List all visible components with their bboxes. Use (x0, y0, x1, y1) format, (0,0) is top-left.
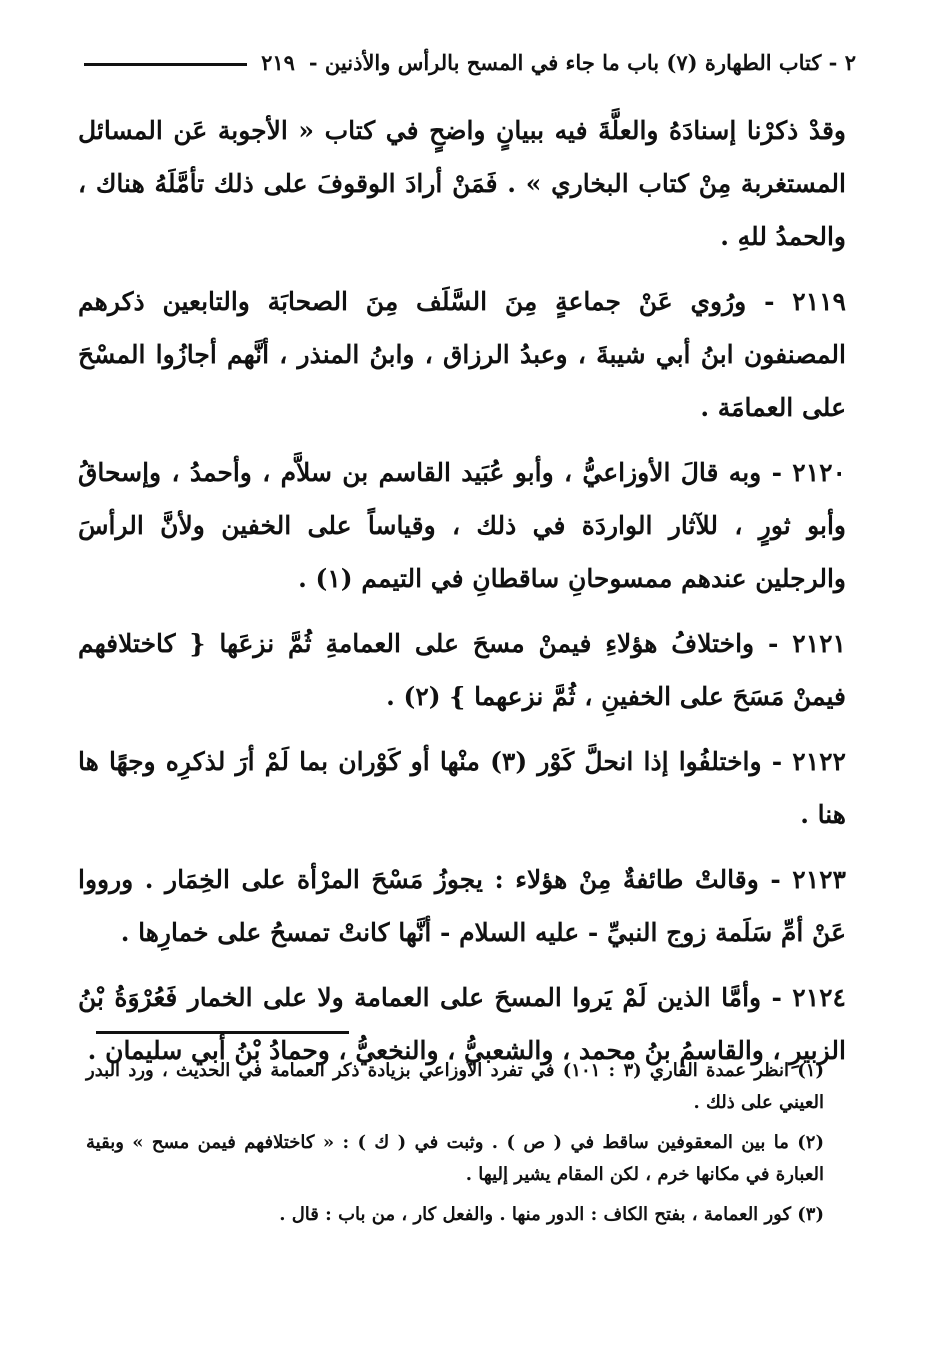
page-number: ٢١٩ (261, 50, 295, 75)
footnote-3: (٣) كور العمامة ، بفتح الكاف : الدور منها . والفعل كار ، من باب : قال . (279, 1204, 824, 1225)
footnotes (86, 1055, 824, 1239)
paragraph-intro (78, 104, 846, 263)
paragraph-text: وأمَّا الذين لَمْ يَروا المسحَ على العمامة ولا على الخمار فَعُرْوَةُ بْنُ الزبيرِ ، والقاسمُ بنُ محمد ، والشعبيُّ ، والنخعيُّ ، وحمادُ بْنُ أبي سليمان . (78, 983, 846, 1065)
paragraph-text: وقدْ ذكرْنا إسنادَهُ والعلَّةَ فيه ببيانٍ واضحٍ في كتاب « الأجوبة عَن المسائل المستغربة مِنْ كتاب البخاري » . فَمَنْ أرادَ الوقوفَ على ذلك تأمَّلَهُ هناك ، والحمدُ للهِ . (78, 116, 846, 251)
paragraph-number: ٢١٢٢ - (771, 747, 846, 776)
paragraph-number: ٢١٢٣ - (770, 865, 846, 894)
running-title: ٢ - كتاب الطهارة (٧) باب ما جاء في المسح بالرأس والأذنين - (308, 50, 856, 75)
paragraph-text: ورُوي عَنْ جماعةٍ مِنَ السَّلَف مِنَ الصحابَة والتابعين ذكرهم المصنفون ابنُ أبي شيبةَ ، وعبدُ الرزاق ، وابنُ المنذر ، أنَّهم أجازُوا المسْحَ على العمامَة . (78, 287, 846, 422)
footnote-2: (٢) ما بين المعقوفين ساقط في ( ص ) . وثبت في ( ك ) : « كاختلافهم فيمن مسح » وبقية العبارة في مكانها خرم ، لكن المقام يشير إليها . (86, 1132, 824, 1185)
main-text (78, 104, 846, 1089)
paragraph-text: وقالتْ طائفةٌ مِنْ هؤلاء : يجوزُ مَسْحَ المرْأة على الخِمَار . ورووا عَنْ أمِّ سَلَمة زوج النبيِّ - عليه السلام - أنَّها كانتْ تمسحُ على خمارِها . (78, 865, 846, 947)
header-rule (84, 63, 247, 66)
footnote-separator (96, 1031, 349, 1034)
paragraph-number: ٢١٢١ - (768, 629, 846, 658)
paragraph-2122 (78, 735, 846, 841)
paragraph-number: ٢١٢٠ - (771, 458, 846, 487)
paragraph-2120 (78, 446, 846, 605)
paragraph-number: ٢١٢٤ - (771, 983, 846, 1012)
running-header (84, 50, 856, 75)
footnote-1: (١) انظر عمدة القاري (٣ : ١٠١) في تفرد الأوزاعي بزيادة ذكر العمامة في الحديث ، ورد البدر العيني على ذلك . (86, 1060, 824, 1113)
paragraph-2121 (78, 617, 846, 723)
paragraph-text: واختلفُوا إذا انحلَّ كَوْر (٣) منْها أو كَوْران بما لَمْ أرَ لذكرِه وجهًا ها هنا . (78, 747, 846, 829)
paragraph-2123 (78, 853, 846, 959)
paragraph-text: وبه قالَ الأوزاعيُّ ، وأبو عُبَيد القاسم بن سلاَّم ، وأحمدُ ، وإسحاقُ وأبو ثورٍ ، للآثار الواردَة في ذلك ، وقياساً على الخفين ولأنَّ الرأسَ والرجلين عندهم ممسوحانِ ساقطانِ في التيمم (١) . (78, 458, 846, 593)
paragraph-2119 (78, 275, 846, 434)
paragraph-text: واختلافُ هؤلاءِ فيمنْ مسحَ على العمامةِ ثُمَّ نزعَها { كاختلافهم فيمنْ مَسَحَ على الخفينِ ، ثُمَّ نزعهما } (٢) . (78, 629, 846, 711)
paragraph-number: ٢١١٩ - (764, 287, 846, 316)
